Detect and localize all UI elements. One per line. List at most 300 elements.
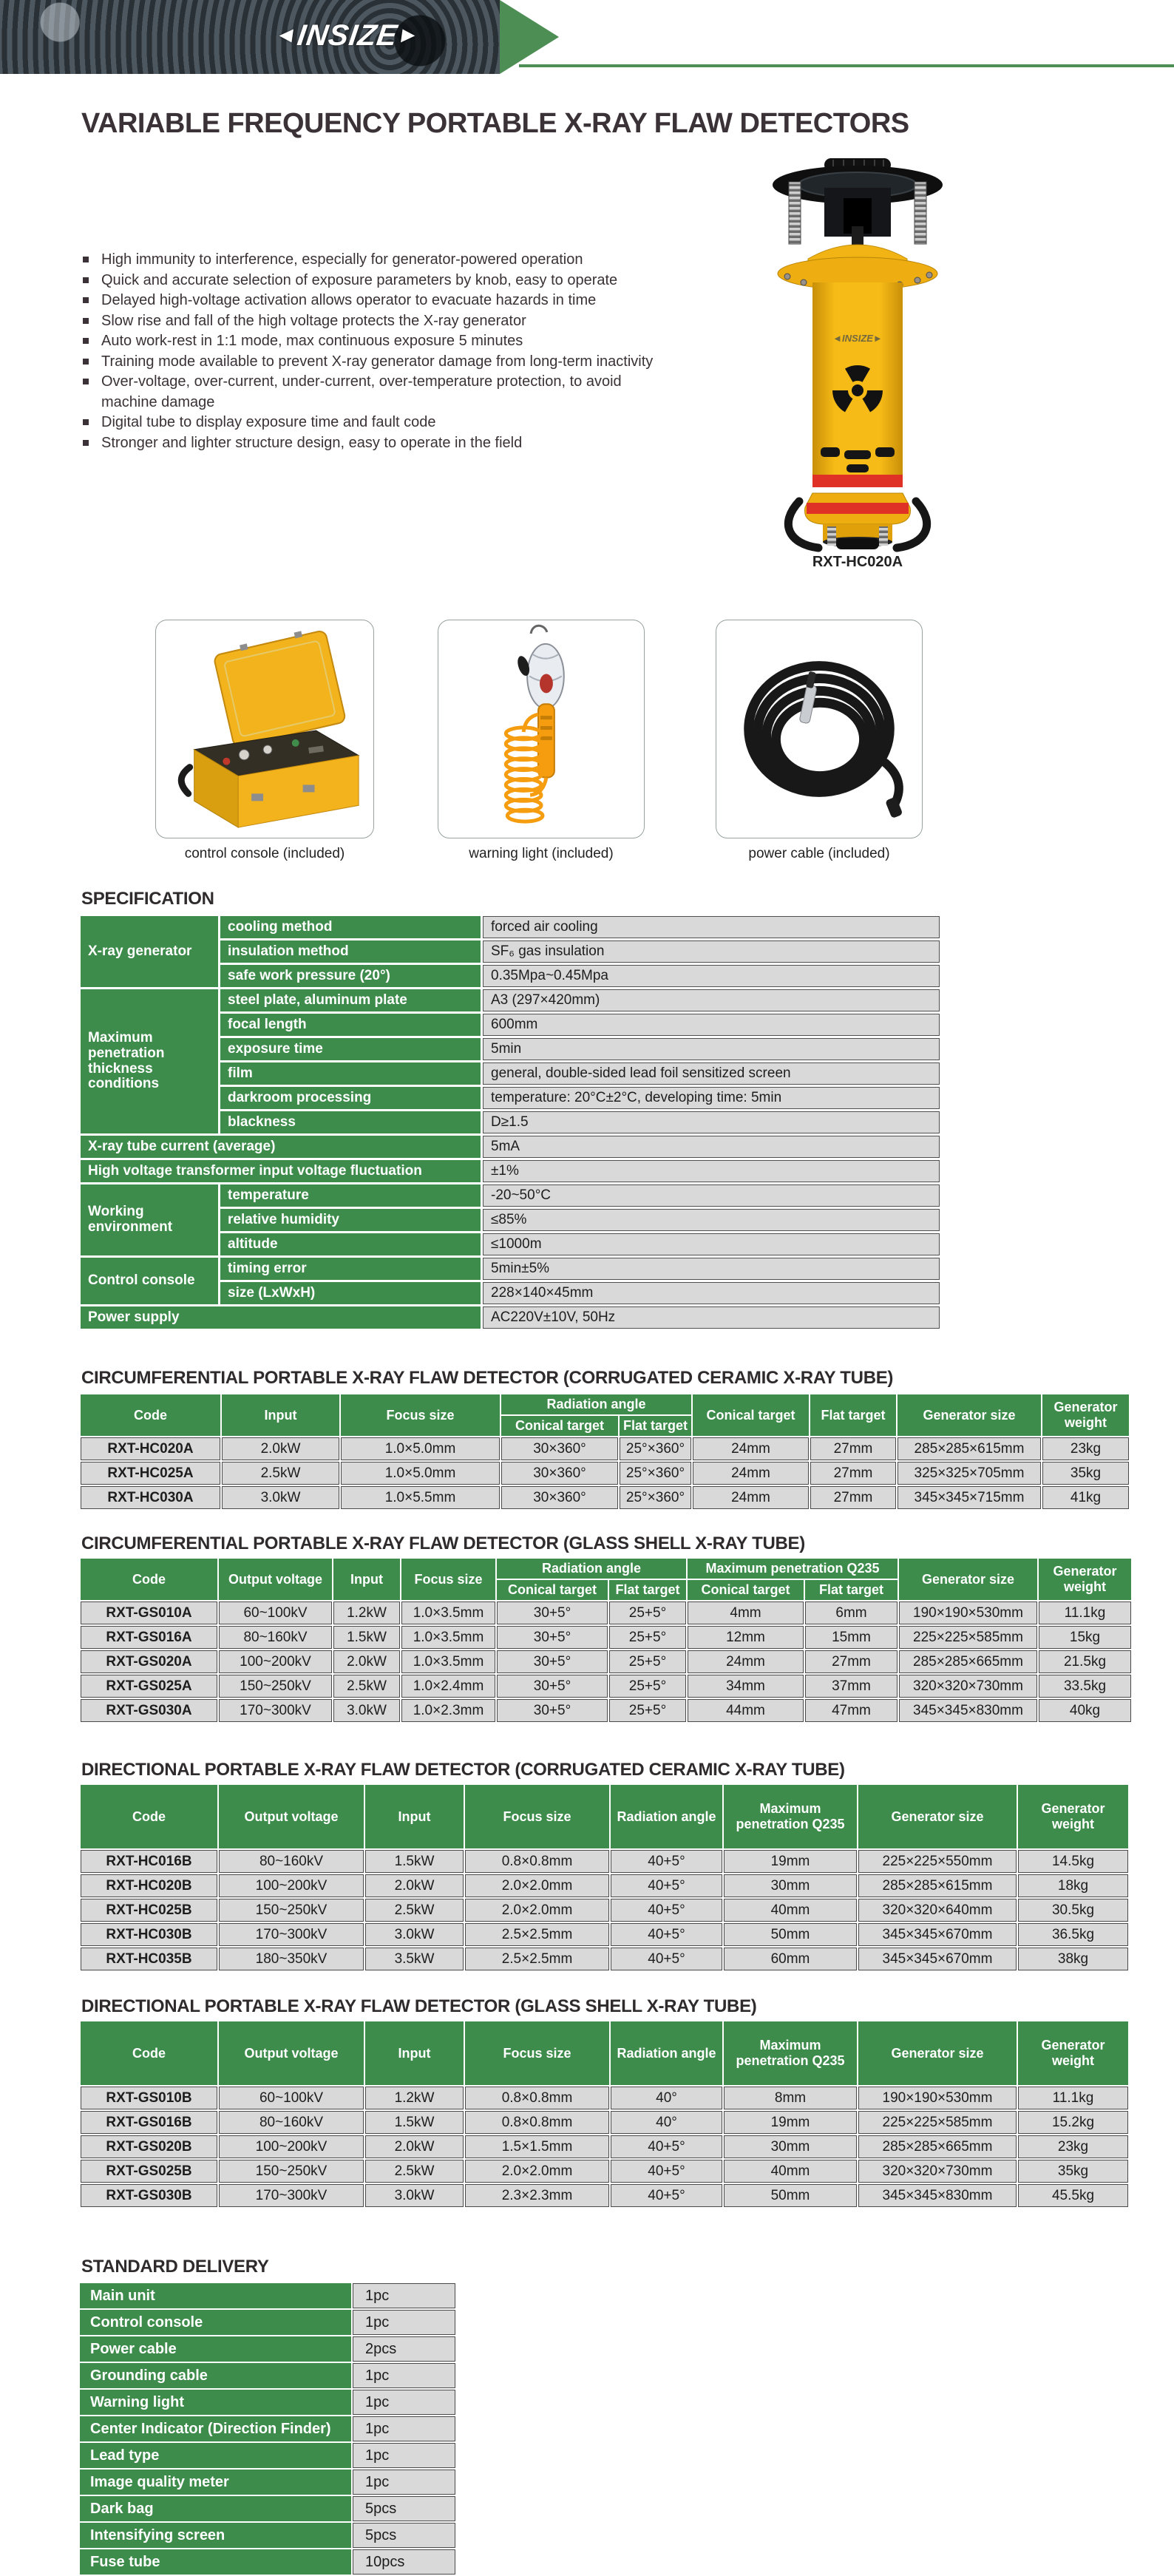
cell: 2.5×2.5mm — [465, 1923, 609, 1946]
col-generator-size: Generator size — [899, 1559, 1037, 1600]
cell: 11.1kg — [1039, 1601, 1131, 1624]
spec-value: 228×140×45mm — [483, 1282, 940, 1304]
cell: 23kg — [1018, 2135, 1128, 2158]
cell: RXT-GS030B — [81, 2184, 217, 2207]
cell: 40kg — [1039, 1699, 1131, 1722]
cell: 40+5° — [611, 1850, 722, 1873]
cell: 2.0×2.0mm — [465, 2160, 609, 2183]
col-pen-conical: Conical target — [688, 1580, 804, 1600]
spec-value: 600mm — [483, 1014, 940, 1036]
cell: 1.5kW — [365, 2111, 464, 2134]
cell: 40mm — [724, 2160, 857, 2183]
col-ra-conical: Conical target — [501, 1416, 618, 1436]
cell: RXT-GS025B — [81, 2160, 217, 2183]
cell: 1.2kW — [333, 1601, 400, 1624]
feature-item: Over-voltage, over-current, under-current, over-temperature protection, to avoid machine damage — [81, 372, 673, 413]
col-flat-target: Flat target — [810, 1394, 896, 1436]
cell: RXT-GS020B — [81, 2135, 217, 2158]
cell: 5pcs — [353, 2523, 455, 2548]
warning-light-caption: warning light (included) — [469, 846, 614, 861]
cell: 40+5° — [611, 2184, 722, 2207]
table-c-heading: DIRECTIONAL PORTABLE X-RAY FLAW DETECTOR (CORRUGATED CERAMIC X-RAY TUBE) — [81, 1760, 845, 1780]
spec-label: steel plate, aluminum plate — [220, 989, 481, 1011]
spec-group: X-ray generator — [81, 916, 218, 987]
spec-value: AC220V±10V, 50Hz — [483, 1306, 940, 1329]
cell: 60~100kV — [219, 1601, 332, 1624]
cell: 40+5° — [611, 1948, 722, 1970]
cell: 24mm — [693, 1437, 809, 1460]
table-row — [81, 2111, 1128, 2134]
col-generator-weight: Generator weight — [1018, 2021, 1128, 2085]
cell: 10pcs — [353, 2549, 455, 2575]
spec-group: Working environment — [81, 1184, 218, 1255]
col-radiation-angle: Radiation angle — [611, 1785, 722, 1848]
col-focus: Focus size — [341, 1394, 500, 1436]
cell: Dark bag — [80, 2496, 351, 2521]
circumferential-glass-table — [79, 1557, 1133, 1723]
cell: 35kg — [1018, 2160, 1128, 2183]
cell: 33.5kg — [1039, 1675, 1131, 1698]
logo-left-arrow-icon: ◄ — [273, 23, 300, 47]
directional-ceramic-table — [79, 1783, 1130, 1972]
cell: 150~250kV — [219, 1675, 332, 1698]
feature-item: Delayed high-voltage activation allows operator to evacuate hazards in time — [81, 291, 673, 311]
table-row — [81, 1306, 940, 1329]
cell: 44mm — [688, 1699, 804, 1722]
cell: 24mm — [693, 1486, 809, 1509]
spec-value: 5min — [483, 1038, 940, 1060]
col-generator-weight: Generator weight — [1042, 1394, 1129, 1436]
cell: 0.8×0.8mm — [465, 2087, 609, 2109]
cell: 3.5kW — [365, 1948, 464, 1970]
spec-label: safe work pressure (20°) — [220, 965, 481, 987]
cell: Warning light — [80, 2390, 351, 2415]
cell: 1.0×2.3mm — [401, 1699, 495, 1722]
table-row — [80, 2416, 455, 2441]
spec-label: temperature — [220, 1184, 481, 1207]
cell: 30mm — [724, 1874, 857, 1897]
col-output-voltage: Output voltage — [219, 1785, 364, 1848]
table-row — [81, 916, 940, 938]
cell: 285×285×615mm — [898, 1437, 1041, 1460]
col-output-voltage: Output voltage — [219, 1559, 332, 1600]
cell: 60~100kV — [219, 2087, 364, 2109]
spec-value: ±1% — [483, 1160, 940, 1182]
cell: Image quality meter — [80, 2470, 351, 2495]
spec-value: -20~50°C — [483, 1184, 940, 1207]
spec-value: A3 (297×420mm) — [483, 989, 940, 1011]
cell: 100~200kV — [219, 1874, 364, 1897]
table-row — [81, 1874, 1128, 1897]
cell: 30×360° — [501, 1486, 618, 1509]
product-model-label: RXT-HC020A — [812, 554, 903, 570]
table-row — [81, 1899, 1128, 1922]
spec-label: blackness — [220, 1111, 481, 1133]
table-row — [81, 1486, 1129, 1509]
cell: 320×320×640mm — [858, 1899, 1017, 1922]
table-row — [81, 1923, 1128, 1946]
cell: 1pc — [353, 2363, 455, 2388]
col-focus: Focus size — [465, 1785, 609, 1848]
cell: RXT-HC025A — [81, 1462, 220, 1485]
cell: 2.0kW — [365, 2135, 464, 2158]
cell: 25+5° — [609, 1626, 686, 1649]
cell: 1.0×5.0mm — [341, 1437, 500, 1460]
cell: 25°×360° — [620, 1486, 691, 1509]
included-figure-console — [155, 620, 374, 862]
standard-delivery-table — [78, 2282, 457, 2576]
table-row — [80, 2523, 455, 2548]
cell: 3.0kW — [365, 1923, 464, 1946]
table-row — [80, 2549, 455, 2575]
col-code: Code — [81, 1559, 217, 1600]
table-row — [80, 2390, 455, 2415]
green-chevron — [500, 0, 559, 74]
cell: 100~200kV — [219, 2135, 364, 2158]
spec-value: general, double-sided lead foil sensitized screen — [483, 1062, 940, 1085]
product-figure — [750, 155, 965, 571]
cell: 25+5° — [609, 1699, 686, 1722]
cell: 2.5kW — [365, 2160, 464, 2183]
spec-value: forced air cooling — [483, 916, 940, 938]
spec-group: Control console — [81, 1258, 218, 1304]
directional-glass-table — [79, 2020, 1130, 2209]
spec-value: ≤85% — [483, 1209, 940, 1231]
cell: Center Indicator (Direction Finder) — [80, 2416, 351, 2441]
cell: 0.8×0.8mm — [465, 1850, 609, 1873]
cell: 1.0×5.5mm — [341, 1486, 500, 1509]
cell: Intensifying screen — [80, 2523, 351, 2548]
cell: 45.5kg — [1018, 2184, 1128, 2207]
logo-text: INSIZE — [295, 19, 400, 52]
power-cable-image-card — [716, 620, 923, 838]
cell: 5pcs — [353, 2496, 455, 2521]
cell: 2pcs — [353, 2336, 455, 2362]
table-b-heading: CIRCUMFERENTIAL PORTABLE X-RAY FLAW DETECTOR (GLASS SHELL X-RAY TUBE) — [81, 1533, 805, 1553]
green-rule — [519, 64, 1174, 67]
col-input: Input — [222, 1394, 339, 1436]
cell: RXT-HC020B — [81, 1874, 217, 1897]
cell: RXT-HC030B — [81, 1923, 217, 1946]
cell: 100~200kV — [219, 1650, 332, 1673]
cell: 2.0×2.0mm — [465, 1874, 609, 1897]
feature-item: Slow rise and fall of the high voltage protects the X-ray generator — [81, 311, 673, 332]
cell: 1.0×3.5mm — [401, 1601, 495, 1624]
table-row — [80, 2496, 455, 2521]
header-row — [81, 2021, 1128, 2085]
cell: 170~300kV — [219, 1699, 332, 1722]
cell: 1.0×3.5mm — [401, 1650, 495, 1673]
cell: 345×345×670mm — [858, 1923, 1017, 1946]
col-generator-weight: Generator weight — [1018, 1785, 1128, 1848]
col-radiation-angle: Radiation angle — [611, 2021, 722, 2085]
cell: Power cable — [80, 2336, 351, 2362]
spec-label: focal length — [220, 1014, 481, 1036]
cell: 37mm — [805, 1675, 898, 1698]
cell: 3.0kW — [222, 1486, 339, 1509]
cell: Fuse tube — [80, 2549, 351, 2575]
cell: 170~300kV — [219, 1923, 364, 1946]
cell: RXT-HC030A — [81, 1486, 220, 1509]
col-max-penetration: Maximum penetration Q235 — [688, 1559, 898, 1579]
cell: 225×225×585mm — [858, 2111, 1017, 2134]
cell: 225×225×585mm — [899, 1626, 1037, 1649]
cell: 25°×360° — [620, 1437, 691, 1460]
feature-item: Digital tube to display exposure time and fault code — [81, 413, 673, 433]
spec-label: size (LxWxH) — [220, 1282, 481, 1304]
cell: 1pc — [353, 2470, 455, 2495]
col-max-penetration: Maximum penetration Q235 — [724, 2021, 857, 2085]
table-row — [80, 2310, 455, 2335]
feature-list — [81, 250, 673, 453]
table-row — [81, 1850, 1128, 1873]
cell: 36.5kg — [1018, 1923, 1128, 1946]
cell: 150~250kV — [219, 2160, 364, 2183]
table-row — [81, 1650, 1131, 1673]
specification-table — [78, 914, 942, 1331]
table-row — [81, 1258, 940, 1280]
col-radiation-angle: Radiation angle — [501, 1394, 691, 1414]
warning-light-image-card — [438, 620, 645, 838]
cell: 345×345×715mm — [898, 1486, 1041, 1509]
warning-light-illustration — [438, 620, 644, 836]
device-brand-text: ◄INSIZE► — [832, 333, 883, 344]
included-figure-warning-light — [438, 620, 645, 862]
cell: Main unit — [80, 2283, 351, 2308]
cell: 24mm — [693, 1462, 809, 1485]
cell: 1pc — [353, 2283, 455, 2308]
spec-value: 0.35Mpa~0.45Mpa — [483, 965, 940, 987]
col-generator-size: Generator size — [858, 1785, 1017, 1848]
col-focus: Focus size — [401, 1559, 495, 1600]
specification-heading: SPECIFICATION — [81, 889, 214, 909]
cell: 12mm — [688, 1626, 804, 1649]
cell: 2.5kW — [222, 1462, 339, 1485]
cell: 30×360° — [501, 1437, 618, 1460]
cell: 285×285×665mm — [858, 2135, 1017, 2158]
machinery-photo — [0, 0, 500, 74]
cell: RXT-HC016B — [81, 1850, 217, 1873]
cell: 325×325×705mm — [898, 1462, 1041, 1485]
spec-label: relative humidity — [220, 1209, 481, 1231]
cell: 1pc — [353, 2310, 455, 2335]
table-row — [81, 1136, 940, 1158]
cell: 25°×360° — [620, 1462, 691, 1485]
control-console-illustration — [156, 620, 373, 836]
cell: 2.3×2.3mm — [465, 2184, 609, 2207]
table-row — [81, 2087, 1128, 2109]
table-row — [80, 2336, 455, 2362]
spec-value: ≤1000m — [483, 1233, 940, 1255]
cell: 25+5° — [609, 1601, 686, 1624]
cell: 40+5° — [611, 1874, 722, 1897]
cell: 6mm — [805, 1601, 898, 1624]
spec-value: D≥1.5 — [483, 1111, 940, 1133]
cell: 30×360° — [501, 1462, 618, 1485]
cell: 27mm — [810, 1462, 896, 1485]
cell: RXT-GS010B — [81, 2087, 217, 2109]
cell: 50mm — [724, 1923, 857, 1946]
cell: 1.0×5.0mm — [341, 1462, 500, 1485]
cell: 18kg — [1018, 1874, 1128, 1897]
cell: 320×320×730mm — [899, 1675, 1037, 1698]
cell: 40+5° — [611, 1899, 722, 1922]
cell: 180~350kV — [219, 1948, 364, 1970]
spec-label: insulation method — [220, 940, 481, 963]
cell: 40mm — [724, 1899, 857, 1922]
table-row — [81, 1699, 1131, 1722]
col-output-voltage: Output voltage — [219, 2021, 364, 2085]
col-ra-flat: Flat target — [609, 1580, 686, 1600]
spec-value: 5mA — [483, 1136, 940, 1158]
header-row — [81, 1559, 1131, 1579]
cell: 19mm — [724, 1850, 857, 1873]
cell: 80~160kV — [219, 1626, 332, 1649]
cell: 190×190×530mm — [858, 2087, 1017, 2109]
col-radiation-angle: Radiation angle — [497, 1559, 686, 1579]
table-d-heading: DIRECTIONAL PORTABLE X-RAY FLAW DETECTOR (GLASS SHELL X-RAY TUBE) — [81, 1996, 757, 2016]
cell: 1.0×3.5mm — [401, 1626, 495, 1649]
power-cable-illustration — [716, 620, 922, 836]
cell: 2.0kW — [222, 1437, 339, 1460]
cell: 25+5° — [609, 1675, 686, 1698]
cell: 30.5kg — [1018, 1899, 1128, 1922]
col-generator-weight: Generator weight — [1039, 1559, 1131, 1600]
header-row — [81, 1785, 1128, 1848]
cell: 23kg — [1042, 1437, 1129, 1460]
feature-item: High immunity to interference, especially for generator-powered operation — [81, 250, 673, 271]
feature-item: Stronger and lighter structure design, easy to operate in the field — [81, 433, 673, 454]
circumferential-ceramic-table — [79, 1393, 1130, 1511]
feature-item: Auto work-rest in 1:1 mode, max continuous exposure 5 minutes — [81, 331, 673, 352]
cell: 30+5° — [497, 1699, 608, 1722]
table-row — [80, 2283, 455, 2308]
col-pen-flat: Flat target — [805, 1580, 898, 1600]
cell: 2.5kW — [333, 1675, 400, 1698]
cell: 40+5° — [611, 2135, 722, 2158]
cell: 225×225×550mm — [858, 1850, 1017, 1873]
table-row — [81, 1675, 1131, 1698]
page-title: VARIABLE FREQUENCY PORTABLE X-RAY FLAW DETECTORS — [81, 108, 909, 139]
cell: 345×345×830mm — [858, 2184, 1017, 2207]
cell: 345×345×830mm — [899, 1699, 1037, 1722]
spec-group: High voltage transformer input voltage fluctuation — [81, 1160, 481, 1182]
table-row — [81, 1462, 1129, 1485]
col-code: Code — [81, 1785, 217, 1848]
col-ra-conical: Conical target — [497, 1580, 608, 1600]
cell: 38kg — [1018, 1948, 1128, 1970]
cell: 170~300kV — [219, 2184, 364, 2207]
col-code: Code — [81, 1394, 220, 1436]
col-focus: Focus size — [465, 2021, 609, 2085]
cell: 2.5kW — [365, 1899, 464, 1922]
cell: 1.5×1.5mm — [465, 2135, 609, 2158]
cell: RXT-GS016A — [81, 1626, 217, 1649]
table-row — [81, 1184, 940, 1207]
table-row — [81, 2160, 1128, 2183]
spec-label: timing error — [220, 1258, 481, 1280]
cell: 8mm — [724, 2087, 857, 2109]
cell: 1pc — [353, 2443, 455, 2468]
cell: 27mm — [805, 1650, 898, 1673]
spec-label: film — [220, 1062, 481, 1085]
table-row — [81, 1437, 1129, 1460]
cell: 1.5kW — [365, 1850, 464, 1873]
table-row — [81, 2184, 1128, 2207]
cell: RXT-GS025A — [81, 1675, 217, 1698]
table-row — [81, 1626, 1131, 1649]
table-row — [81, 1160, 940, 1182]
cell: 1pc — [353, 2390, 455, 2415]
cell: 40+5° — [611, 1923, 722, 1946]
cell: 2.0kW — [365, 1874, 464, 1897]
spec-label: darkroom processing — [220, 1087, 481, 1109]
cell: 50mm — [724, 2184, 857, 2207]
cell: 4mm — [688, 1601, 804, 1624]
cell: 3.0kW — [365, 2184, 464, 2207]
cell: 30+5° — [497, 1675, 608, 1698]
col-generator-size: Generator size — [858, 2021, 1017, 2085]
cell: 1pc — [353, 2416, 455, 2441]
cell: 60mm — [724, 1948, 857, 1970]
table-row — [80, 2363, 455, 2388]
spec-value: temperature: 20°C±2°C, developing time: 5min — [483, 1087, 940, 1109]
cell: 14.5kg — [1018, 1850, 1128, 1873]
spec-value: 5min±5% — [483, 1258, 940, 1280]
included-figure-power-cable — [716, 620, 923, 862]
power-cable-caption: power cable (included) — [748, 846, 890, 861]
cell: 15mm — [805, 1626, 898, 1649]
header-row — [81, 1394, 1129, 1414]
spec-group: X-ray tube current (average) — [81, 1136, 481, 1158]
cell: 27mm — [810, 1437, 896, 1460]
console-caption: control console (included) — [184, 846, 345, 861]
cell: 15.2kg — [1018, 2111, 1128, 2134]
insize-logo — [223, 19, 472, 52]
cell: 285×285×665mm — [899, 1650, 1037, 1673]
feature-item: Training mode available to prevent X-ray generator damage from long-term inactivity — [81, 352, 673, 373]
spec-label: cooling method — [220, 916, 481, 938]
table-row — [81, 1601, 1131, 1624]
console-image-card — [155, 620, 374, 838]
cell: 190×190×530mm — [899, 1601, 1037, 1624]
cell: 19mm — [724, 2111, 857, 2134]
page-header — [0, 0, 1174, 74]
col-max-penetration: Maximum penetration Q235 — [724, 1785, 857, 1848]
col-conical-target: Conical target — [693, 1394, 809, 1436]
cell: 150~250kV — [219, 1899, 364, 1922]
col-code: Code — [81, 2021, 217, 2085]
cell: 34mm — [688, 1675, 804, 1698]
cell: 285×285×615mm — [858, 1874, 1017, 1897]
cell: 30+5° — [497, 1650, 608, 1673]
cell: 30mm — [724, 2135, 857, 2158]
cell: RXT-GS016B — [81, 2111, 217, 2134]
cell: 41kg — [1042, 1486, 1129, 1509]
cell: RXT-GS030A — [81, 1699, 217, 1722]
cell: 3.0kW — [333, 1699, 400, 1722]
cell: 21.5kg — [1039, 1650, 1131, 1673]
cell: 80~160kV — [219, 1850, 364, 1873]
cell: 40° — [611, 2111, 722, 2134]
col-generator-size: Generator size — [898, 1394, 1041, 1436]
col-input: Input — [365, 1785, 464, 1848]
table-a-heading: CIRCUMFERENTIAL PORTABLE X-RAY FLAW DETECTOR (CORRUGATED CERAMIC X-RAY TUBE) — [81, 1368, 894, 1388]
cell: 35kg — [1042, 1462, 1129, 1485]
cell: 47mm — [805, 1699, 898, 1722]
cell: 40° — [611, 2087, 722, 2109]
col-ra-flat: Flat target — [620, 1416, 691, 1436]
